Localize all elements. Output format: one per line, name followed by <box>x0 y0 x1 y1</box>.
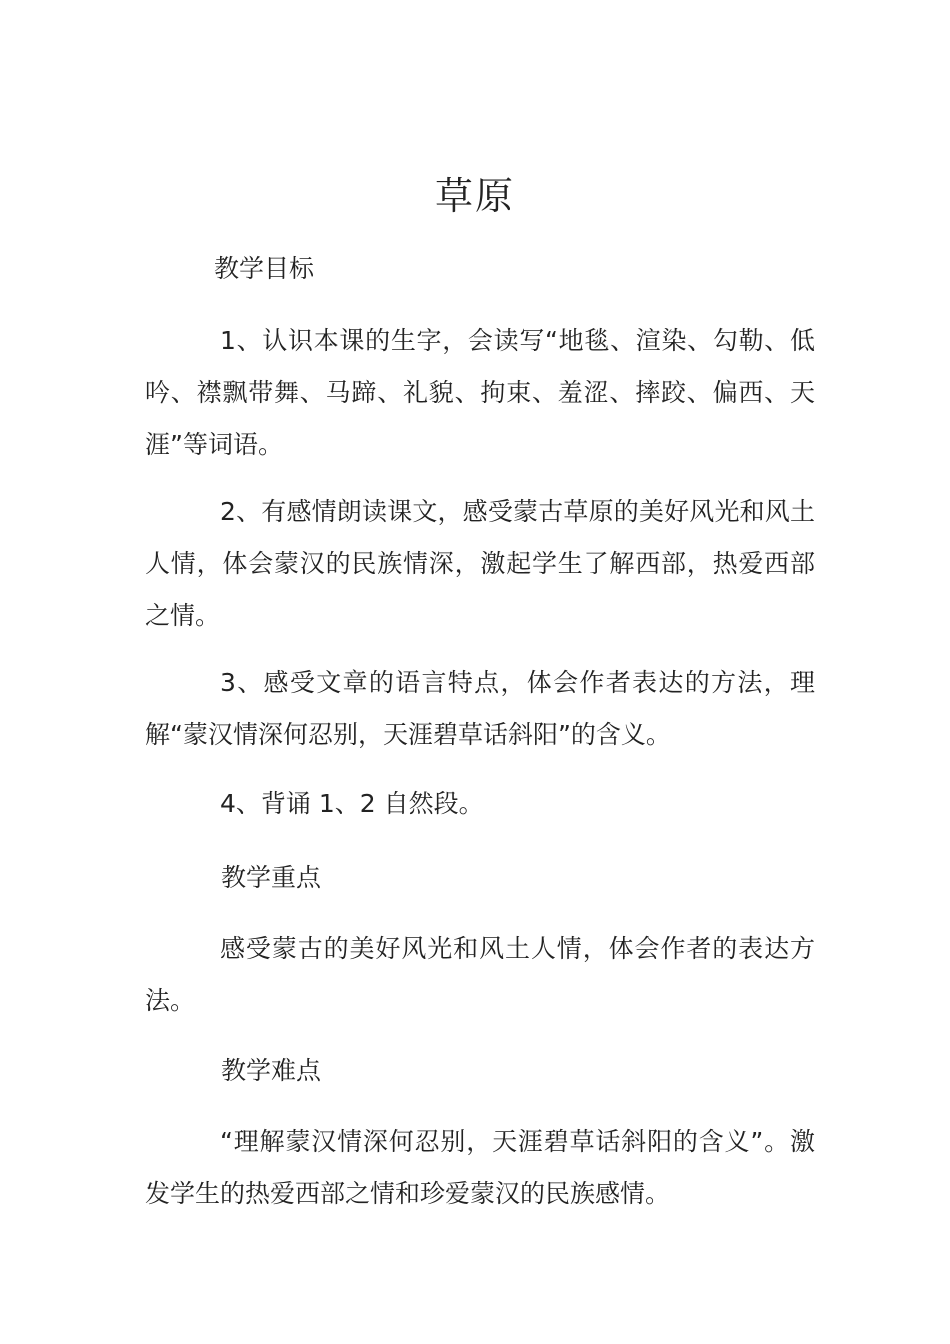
document-title: 草原 <box>434 174 515 218</box>
difficulty-text: “理解蒙汉情深何忍别，天涯碧草话斜阳的含义”。激发学生的热爱西部之情和珍爱蒙汉的民族感情。 <box>145 1127 815 1208</box>
key-point-text: 感受蒙古的美好风光和风土人情，体会作者的表达方法。 <box>145 934 815 1015</box>
objective-1: 1、认识本课的生字，会读写“地毯、渲染、勾勒、低吟、襟飘带舞、马蹄、礼貌、拘束、羞涩、摔跤、偏西、天涯”等词语。 <box>145 326 815 459</box>
key-point-heading: 教学重点 <box>221 863 322 892</box>
difficulty-heading: 教学难点 <box>221 1056 322 1085</box>
objective-2: 2、有感情朗读课文，感受蒙古草原的美好风光和风土人情，体会蒙汉的民族情深，激起学生了解西部，热爱西部之情。 <box>145 497 815 630</box>
objective-3: 3、感受文章的语言特点，体会作者表达的方法，理解“蒙汉情深何忍别，天涯碧草话斜阳”的含义。 <box>145 668 815 749</box>
objectives-heading: 教学目标 <box>214 254 315 283</box>
objective-4: 4、背诵 1、2 自然段。 <box>220 789 484 818</box>
